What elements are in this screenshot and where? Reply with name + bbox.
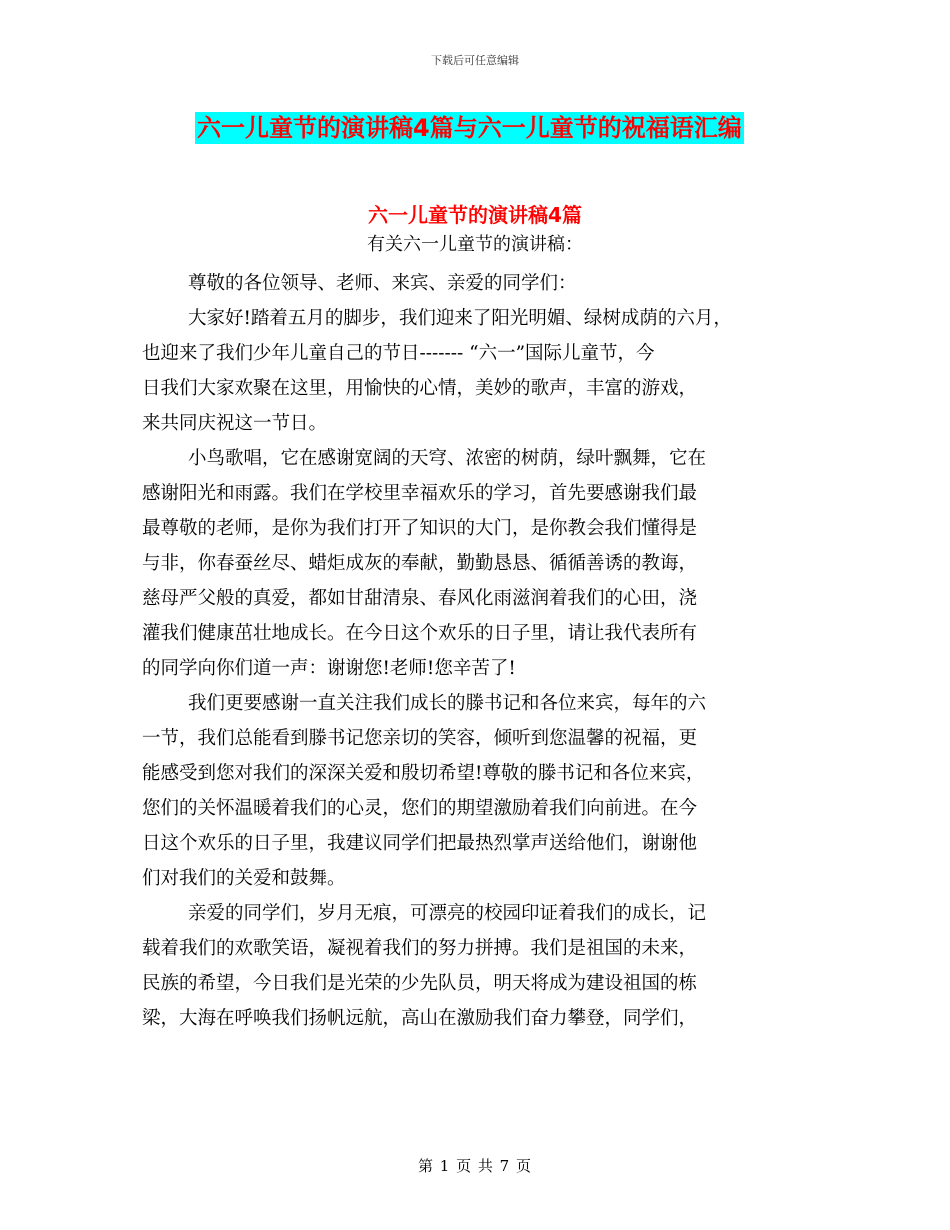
paragraph-line: 民族的希望，今日我们是光荣的少先队员，明天将成为建设祖国的栋 (142, 973, 698, 994)
main-title-container (195, 112, 744, 144)
header-note: 下载后可任意编辑 (431, 54, 519, 67)
paragraph-line: 最尊敬的老师，是你为我们打开了知识的大门，是你教会我们懂得是 (142, 518, 698, 539)
paragraph-line: 的同学向你们道一声：谢谢您!老师!您辛苦了! (142, 658, 516, 679)
paragraph-line: 梁，大海在呼唤我们扬帆远航，高山在激励我们奋力攀登，同学们， (142, 1008, 698, 1029)
page-footer: 第 1 页 共 7 页 (418, 1157, 532, 1175)
paragraph-line: 能感受到您对我们的深深关爱和殷切希望!尊敬的滕书记和各位来宾， (142, 763, 705, 784)
paragraph-line: 感谢阳光和雨露。我们在学校里幸福欢乐的学习，首先要感谢我们最 (142, 483, 698, 504)
paragraph-line: 日这个欢乐的日子里，我建议同学们把最热烈掌声送给他们，谢谢他 (142, 833, 698, 854)
main-title: 六一儿童节的演讲稿4篇与六一儿童节的祝福语汇编 (197, 114, 742, 142)
paragraph-line: 小鸟歌唱，它在感谢宽阔的天穹、浓密的树荫，绿叶飘舞，它在 (188, 448, 707, 469)
paragraph-line: 灌我们健康茁壮地成长。在今日这个欢乐的日子里，请让我代表所有 (142, 623, 698, 644)
paragraph-line: 亲爱的同学们，岁月无痕，可漂亮的校园印证着我们的成长，记 (188, 903, 707, 924)
paragraph-line: 我们更要感谢一直关注我们成长的滕书记和各位来宾，每年的六 (188, 693, 707, 714)
paragraph-line: 也迎来了我们少年儿童自己的节日------- “六一”国际儿童节，今 (142, 343, 655, 364)
paragraph-line: 尊敬的各位领导、老师、来宾、亲爱的同学们： (188, 273, 577, 294)
subtitle: 有关六一儿童节的演讲稿： (367, 234, 583, 255)
section-title: 六一儿童节的演讲稿4篇 (368, 203, 582, 227)
paragraph-line: 您们的关怀温暖着我们的心灵，您们的期望激励着我们向前进。在今 (142, 798, 698, 819)
speech-body (142, 266, 814, 1036)
paragraph-line: 载着我们的欢歌笑语，凝视着我们的努力拼搏。我们是祖国的未来， (142, 938, 698, 959)
paragraph-line: 大家好!踏着五月的脚步，我们迎来了阳光明媚、绿树成荫的六月， (188, 308, 732, 329)
paragraph-line: 来共同庆祝这一节日。 (142, 413, 328, 434)
paragraph-line: 日我们大家欢聚在这里，用愉快的心情，美妙的歌声，丰富的游戏， (142, 378, 698, 399)
paragraph-line: 与非，你春蚕丝尽、蜡炬成灰的奉献，勤勤恳恳、循循善诱的教诲， (142, 553, 698, 574)
paragraph-line: 一节，我们总能看到滕书记您亲切的笑容，倾听到您温馨的祝福，更 (142, 728, 698, 749)
paragraph-line: 慈母严父般的真爱，都如甘甜清泉、春风化雨滋润着我们的心田，浇 (142, 588, 698, 609)
paragraph-line: 们对我们的关爱和鼓舞。 (142, 868, 346, 889)
